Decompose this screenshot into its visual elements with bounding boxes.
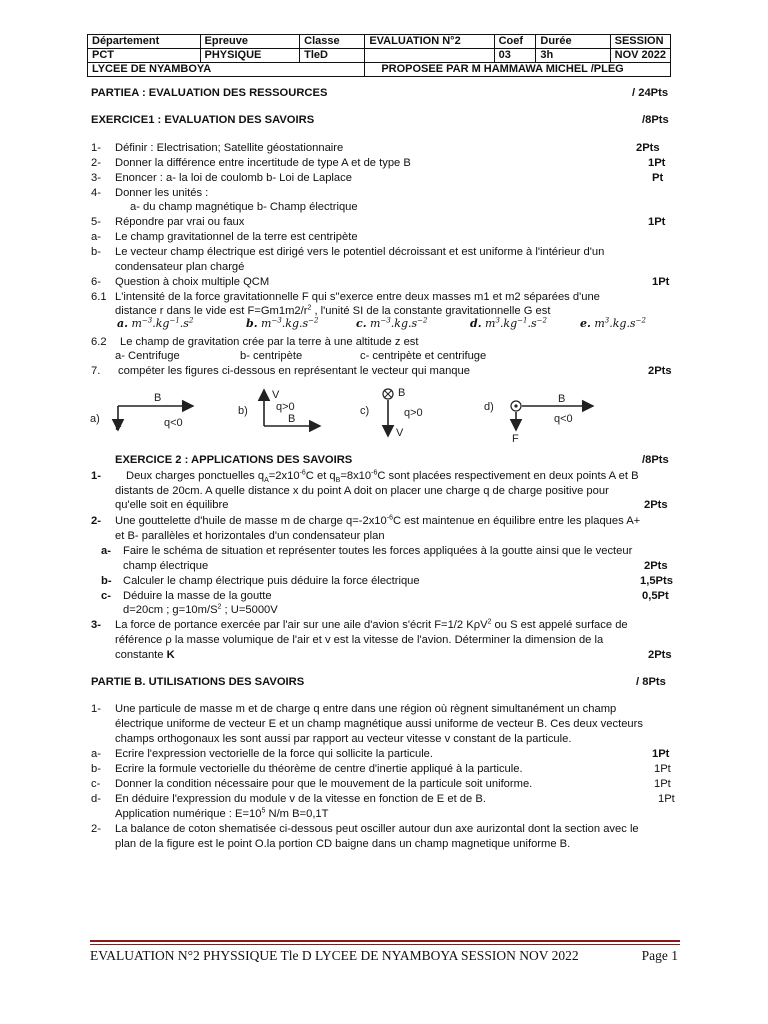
header-cell: EVALUATION N°2 bbox=[365, 35, 494, 49]
charge-condition: q<0 bbox=[164, 417, 183, 429]
question-number: b- bbox=[101, 575, 112, 587]
page-number: Page 1 bbox=[641, 948, 678, 963]
question-6-2: Le champ de gravitation crée par la terre à une altitude z est bbox=[120, 336, 419, 348]
numerical-application: Application numérique : $E=10^5$ N/m B=0,1T bbox=[115, 807, 329, 820]
question-number: 3- bbox=[91, 619, 101, 631]
figure-d-label: d) bbox=[484, 401, 494, 413]
ex2-question-1-line-1: Deux charges ponctuelles $q_A=2x10^{-6}C$ et $q_B=8x10^{-6}C$ sont placées respectivement en deux points A et B bbox=[126, 469, 639, 485]
question-5: Répondre par vrai ou faux bbox=[115, 216, 245, 228]
vector-b-label: B bbox=[398, 387, 406, 399]
qcm-option-a[interactable]: a. $m^{-3}.kg^{-1}.s^2$ bbox=[117, 316, 194, 330]
header-cell: TleD bbox=[300, 49, 365, 63]
ex2-question-1-line-2: distants de 20cm. A quelle distance x du point A doit on placer une charge q de charge positive pour bbox=[115, 485, 609, 497]
question-number: c- bbox=[101, 590, 111, 602]
charge-condition: q>0 bbox=[276, 401, 295, 413]
vector-b-label: B bbox=[288, 413, 296, 425]
header-cell: Epreuve bbox=[200, 35, 300, 49]
ex2-question-2c-data: d=20cm ; $g=10m/S^2$ ; U=5000V bbox=[123, 603, 278, 616]
qcm-6-2-option[interactable]: b- centripète bbox=[240, 350, 303, 362]
header-cell: Coef bbox=[494, 35, 536, 49]
header-cell: 03 bbox=[494, 49, 536, 63]
charge-condition: q>0 bbox=[404, 407, 423, 419]
question-number: 6.1 bbox=[91, 291, 107, 303]
figure-c-label: c) bbox=[360, 405, 370, 417]
part-b-question-1-line-1: Une particule de masse m et de charge q entre dans une région où règnent simultanément un champ bbox=[115, 703, 617, 715]
qcm-option-b[interactable]: b. $m^{-3}.kg.s^{-2}$ bbox=[246, 316, 319, 330]
part-b-title: PARTIE B. UTILISATIONS DES SAVOIRS bbox=[91, 676, 305, 688]
header-row-3 bbox=[88, 63, 671, 77]
exercise-1-title: EXERCICE1 : EVALUATION DES SAVOIRS bbox=[91, 114, 315, 126]
question-number: 4- bbox=[91, 187, 101, 199]
header-cell: Classe bbox=[300, 35, 365, 49]
part-a-points: / 24Pts bbox=[632, 87, 669, 99]
part-b-question-c: Donner la condition nécessaire pour que le mouvement de la particule soit uniforme. bbox=[115, 778, 533, 790]
ex2-question-2b-points: 1,5Pts bbox=[640, 575, 673, 587]
question-5b-line-1: Le vecteur champ électrique est dirigé vers le potentiel décroissant et est uniforme à l'intérieur d'un bbox=[115, 246, 605, 258]
question-5b-line-2: condensateur plan chargé bbox=[115, 261, 245, 273]
question-number: a- bbox=[91, 231, 101, 243]
author-line: PROPOSEE PAR M HAMMAWA MICHEL /PLEG bbox=[365, 63, 671, 77]
qcm-option-c[interactable]: c. $m^{-3}.kg.s^{-2}$ bbox=[356, 316, 428, 330]
header-cell: PCT bbox=[88, 49, 201, 63]
question-1: Définir : Electrisation; Satellite géostationnaire bbox=[115, 142, 344, 154]
figure-b-label: b) bbox=[238, 405, 248, 417]
exercise-2-title: EXERCICE 2 : APPLICATIONS DES SAVOIRS bbox=[115, 454, 353, 466]
figure-a-label: a) bbox=[90, 413, 100, 425]
part-b-question-a-points: 1Pt bbox=[652, 748, 670, 760]
question-2: Donner la différence entre incertitude de type A et de type B bbox=[115, 157, 411, 169]
exercise-2-points: /8Pts bbox=[642, 454, 669, 466]
charge-condition: q<0 bbox=[554, 413, 573, 425]
question-number: b- bbox=[91, 763, 101, 775]
question-7: compéter les figures ci-dessous en représentant le vecteur qui manque bbox=[118, 365, 470, 377]
header-cell: Département bbox=[88, 35, 201, 49]
question-number: 1- bbox=[91, 470, 101, 482]
header-cell: PHYSIQUE bbox=[200, 49, 300, 63]
question-number: 1- bbox=[91, 142, 101, 154]
ex2-question-2-line-1: Une gouttelette d'huile de masse m de charge $q=-2x10^{-6}C$ est maintenue en équilibre entre les plaques A+ bbox=[115, 514, 641, 527]
vector-v-label: V bbox=[396, 427, 404, 439]
question-5a: Le champ gravitationnel de la terre est centripète bbox=[115, 231, 358, 243]
question-number: c- bbox=[91, 778, 101, 790]
vector-b-label: B bbox=[558, 393, 566, 405]
part-b-question-a: Ecrire l'expression vectorielle de la force qui sollicite la particule. bbox=[115, 748, 434, 760]
question-number: 7. bbox=[91, 365, 101, 377]
question-number: 6.2 bbox=[91, 336, 107, 348]
ex2-question-3-line-3: constante K bbox=[115, 649, 175, 661]
part-b-question-b-points: 1Pt bbox=[654, 763, 671, 775]
vector-v-label: V bbox=[272, 389, 280, 401]
question-number: 5- bbox=[91, 216, 101, 228]
ex2-question-2-line-2: et B- parallèles et horizontales d'un condensateur plan bbox=[115, 530, 385, 542]
part-b-question-d-points: 1Pt bbox=[658, 793, 675, 805]
question-6: Question à choix multiple QCM bbox=[115, 276, 270, 288]
header-cell: NOV 2022 bbox=[610, 49, 670, 63]
ex2-question-2b: Calculer le champ électrique puis déduire la force électrique bbox=[123, 575, 420, 587]
qcm-option-e[interactable]: e. $m^3.kg.s^{-2}$ bbox=[580, 316, 646, 330]
ex2-question-2a-points: 2Pts bbox=[644, 560, 668, 572]
question-number: a- bbox=[91, 748, 101, 760]
part-b-question-2-line-2: plan de la figure est le point O.la portion CD baigne dans un champ magnetique uniforme B. bbox=[115, 838, 571, 850]
part-a-title: PARTIEA : EVALUATION DES RESSOURCES bbox=[91, 87, 328, 99]
part-b-question-c-points: 1Pt bbox=[654, 778, 671, 790]
footer-rule-thin bbox=[90, 944, 680, 945]
question-5-points: 1Pt bbox=[648, 216, 666, 228]
question-number: 6- bbox=[91, 276, 101, 288]
ex2-question-3-line-1: La force de portance exercée par l'air sur une aile d'avion s'écrit F=1/2 KρV$^2$ ou S est appelé surface de bbox=[115, 618, 628, 631]
vector-figures bbox=[88, 384, 668, 444]
header-cell: SESSION bbox=[610, 35, 670, 49]
question-1-points: 2Pts bbox=[636, 142, 660, 154]
ex2-question-3-line-2: référence ρ la masse volumique de l'air et v est la vitesse de l'avion. Déterminer la dimension de la bbox=[115, 634, 604, 646]
question-6-points: 1Pt bbox=[652, 276, 670, 288]
header-cell: Durée bbox=[536, 35, 610, 49]
ex2-question-2a-line-1: Faire le schéma de situation et représenter toutes les forces appliquées à la goutte ainsi que le vecteur bbox=[123, 545, 633, 557]
question-number: b- bbox=[91, 246, 101, 258]
header-cell bbox=[365, 49, 494, 63]
question-7-points: 2Pts bbox=[648, 365, 672, 377]
part-b-question-b: Ecrire la formule vectorielle du théorème de centre d'inertie appliqué à la particule. bbox=[115, 763, 523, 775]
header-cell: 3h bbox=[536, 49, 610, 63]
part-b-question-d: En déduire l'expression du module v de la vitesse en fonction de E et de B. bbox=[115, 793, 486, 805]
question-6-1-line-2: distance r dans le vide est $F=Gm1m2/r^2$ , l'unité SI de la constante gravitationnelle G est bbox=[115, 304, 551, 317]
ex2-question-3-points: 2Pts bbox=[648, 649, 672, 661]
qcm-6-2-option[interactable]: a- Centrifuge bbox=[115, 350, 180, 362]
question-6-1-line-1: L'intensité de la force gravitationnelle F qui s''exerce entre deux masses m1 et m2 séparées d'une bbox=[115, 291, 600, 303]
question-number: a- bbox=[101, 545, 111, 557]
header-row-2 bbox=[88, 49, 671, 63]
question-4: Donner les unités : bbox=[115, 187, 209, 199]
question-number: 2- bbox=[91, 157, 101, 169]
ex2-question-2c-points: 0,5Pt bbox=[642, 590, 669, 602]
footer-rule bbox=[90, 940, 680, 942]
part-b-points: / 8Pts bbox=[636, 676, 666, 688]
header-row-1 bbox=[88, 35, 671, 49]
vector-f-label: F bbox=[512, 433, 519, 444]
footer-text: EVALUATION N°2 PHYSSIQUE Tle D LYCEE DE NYAMBOYA SESSION NOV 2022 bbox=[90, 948, 579, 963]
part-b-question-2-line-1: La balance de coton shematisée ci-dessous peut osciller autour dun axe aurizontal dont la section avec le bbox=[115, 823, 639, 835]
ex2-question-1-line-3: qu'elle soit en équilibre bbox=[115, 499, 229, 511]
vector-b-label: B bbox=[154, 392, 162, 404]
ex2-question-1-points: 2Pts bbox=[644, 499, 668, 511]
school-name: LYCEE DE NYAMBOYA bbox=[88, 63, 365, 77]
ex2-question-2a-line-2: champ électrique bbox=[123, 560, 209, 572]
vector-f-label: F bbox=[115, 421, 122, 433]
question-3-points: Pt bbox=[652, 172, 664, 184]
exercise-1-points: /8Pts bbox=[642, 114, 669, 126]
question-number: d- bbox=[91, 793, 101, 805]
qcm-6-2-option[interactable]: c- centripète et centrifuge bbox=[360, 350, 487, 362]
question-3: Enoncer : a- la loi de coulomb b- Loi de Laplace bbox=[115, 172, 352, 184]
question-number: 1- bbox=[91, 703, 101, 715]
qcm-option-d[interactable]: d. $m^3.kg^{-1}.s^{-2}$ bbox=[470, 316, 547, 330]
footer bbox=[90, 948, 680, 964]
question-2-points: 1Pt bbox=[648, 157, 666, 169]
question-number: 2- bbox=[91, 515, 101, 527]
question-number: 3- bbox=[91, 172, 101, 184]
header-table bbox=[87, 34, 671, 77]
question-4-sub: a- du champ magnétique b- Champ électrique bbox=[130, 201, 358, 213]
ex2-question-2c: Déduire la masse de la goutte bbox=[123, 590, 272, 602]
part-b-question-1-line-3: champs orthogonaux les sont aussi par rapport au vecteur vitesse v constant de la particule. bbox=[115, 733, 572, 745]
part-b-question-1-line-2: électrique uniforme de vecteur E et un champ magnétique aussi uniforme de vecteur B. Ces deux vecteurs bbox=[115, 718, 643, 730]
question-number: 2- bbox=[91, 823, 101, 835]
